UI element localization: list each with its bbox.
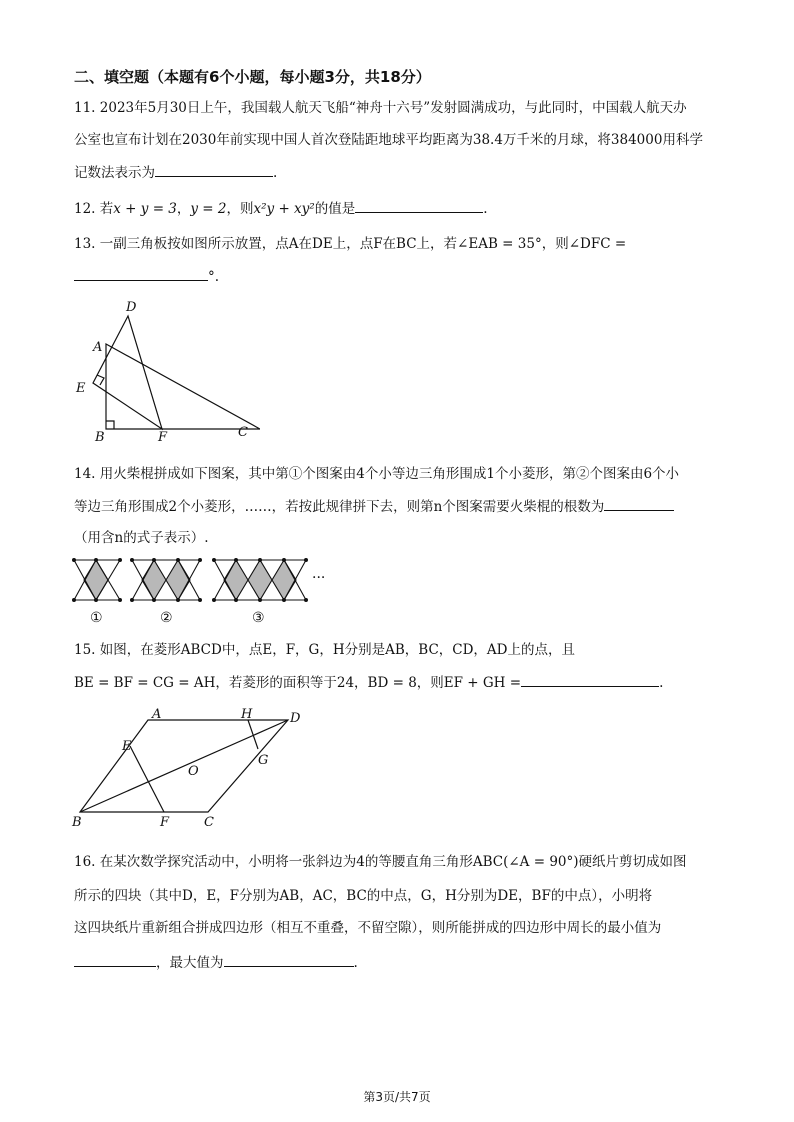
q11-line3: 记数法表示为 . <box>74 162 277 183</box>
fig15-label-e: E <box>122 739 132 754</box>
q11-line2: 公室也宣布计划在2030年前实现中国人首次登陆距地球平均距离为38.4万千米的月球，将384000用科学 <box>74 132 703 148</box>
fig13-label-f: F <box>158 430 168 445</box>
fig15-label-c: C <box>204 815 214 830</box>
q11-line3-text: 记数法表示为 <box>74 165 155 181</box>
fig13-label-d: D <box>126 300 137 315</box>
fig13-label-a: A <box>93 340 103 355</box>
q16-line4-end: . <box>353 955 358 971</box>
q15-line2a: BE = BF = CG = AH，若菱形的面积等于24，BD = 8，则EF + GH = <box>74 675 522 691</box>
q14-line1: 14. 用火柴棍拼成如下图案，其中第①个图案由4个小等边三角形围成1个小菱形，第②个图案由6个小 <box>74 466 680 482</box>
fig13-label-b: B <box>95 430 105 445</box>
q14-answer-blank[interactable] <box>604 496 674 511</box>
fig14-label-3: ③ <box>252 610 265 626</box>
fig15-label-d: D <box>290 711 301 726</box>
q15-answer-blank[interactable] <box>521 672 659 687</box>
q14-line2-text: 等边三角形围成2个小菱形，……，若按此规律拼下去，则第n个图案需要火柴棍的根数为 <box>74 499 605 515</box>
q12-mid: ，则 <box>226 201 254 217</box>
page-footer: 第3页/共7页 <box>363 1090 431 1104</box>
figure-15-rhombus <box>68 700 318 834</box>
fig15-label-o: O <box>188 764 199 779</box>
q12-cond1: x + y = 3 <box>113 201 177 217</box>
q16-line4 <box>74 952 358 973</box>
q16-max-answer-blank[interactable] <box>224 952 354 967</box>
fig15-label-h: H <box>241 707 253 722</box>
q11-answer-blank[interactable] <box>155 162 273 177</box>
q12-cond2: y = 2 <box>190 201 227 217</box>
q16-line1: 16. 在某次数学探究活动中，小明将一张斜边为4的等腰直角三角形ABC(∠A = 90°)硬纸片剪切成如图 <box>74 854 687 870</box>
fig13-triangle-def <box>93 316 162 429</box>
fig14-pattern-2 <box>130 558 202 602</box>
fig14-pattern-3 <box>212 558 308 602</box>
fig13-label-e: E <box>76 381 86 396</box>
q16-line2: 所示的四块（其中D，E，F分别为AB，AC，BC的中点，G，H分别为DE，BF的中点），小明将 <box>74 888 653 904</box>
q12-prefix: 12. 若 <box>74 201 114 217</box>
q16-line3: 这四块纸片重新组合拼成四边形（相互不重叠，不留空隙），则所能拼成的四边形中周长的最小值为 <box>74 920 662 936</box>
figure-13-triangles <box>70 296 260 446</box>
fig14-label-1: ① <box>90 610 103 626</box>
section-title: 二、填空题（本题有6个小题，每小题3分，共18分） <box>74 68 431 86</box>
figure-14-matchsticks <box>70 556 340 626</box>
q12-suffix: 的值是 <box>314 201 356 217</box>
q13-unit: °. <box>208 269 220 285</box>
fig15-label-g: G <box>258 753 269 768</box>
q15-line2 <box>74 672 663 693</box>
fig15-label-b: B <box>72 815 82 830</box>
fig13-right-angle-e <box>97 375 104 385</box>
fig13-label-c: C <box>238 425 248 440</box>
fig15-label-f: F <box>160 815 170 830</box>
fig15-segment-ef <box>130 746 164 812</box>
q16-line4-mid: ，最大值为 <box>156 955 224 971</box>
fig13-triangle-abc <box>106 344 260 429</box>
fig15-label-a: A <box>152 707 162 722</box>
q13-line1: 13. 一副三角板按如图所示放置，点A在DE上，点F在BC上，若∠EAB = 35°，则∠DFC = <box>74 236 627 252</box>
q15-line2b: . <box>659 675 664 691</box>
q13-answer-blank[interactable] <box>74 266 208 281</box>
q12-answer-blank[interactable] <box>355 198 483 213</box>
q14-line3: （用含n的式子表示）. <box>74 530 209 546</box>
fig14-label-2: ② <box>160 610 173 626</box>
q11-line1: 11. 2023年5月30日上午，我国载人航天飞船“神舟十六号”发射圆满成功，与此同时，中国载人航天办 <box>74 100 687 116</box>
fig14-ellipsis: ··· <box>312 570 326 586</box>
fig14-pattern-1 <box>72 558 122 602</box>
fig15-diagonal-bd <box>80 720 288 812</box>
fig13-right-angle-b <box>106 421 114 429</box>
q15-line1: 15. 如图，在菱形ABCD中，点E，F，G，H分别是AB，BC，CD，AD上的点，且 <box>74 642 576 658</box>
q13-line2 <box>74 266 219 287</box>
q12-line: 12. 若x + y = 3，y = 2，则x²y + xy²的值是 . <box>74 198 488 219</box>
q16-min-answer-blank[interactable] <box>74 952 156 967</box>
q12-expr: x²y + xy² <box>253 201 315 217</box>
q14-line2 <box>74 496 674 517</box>
